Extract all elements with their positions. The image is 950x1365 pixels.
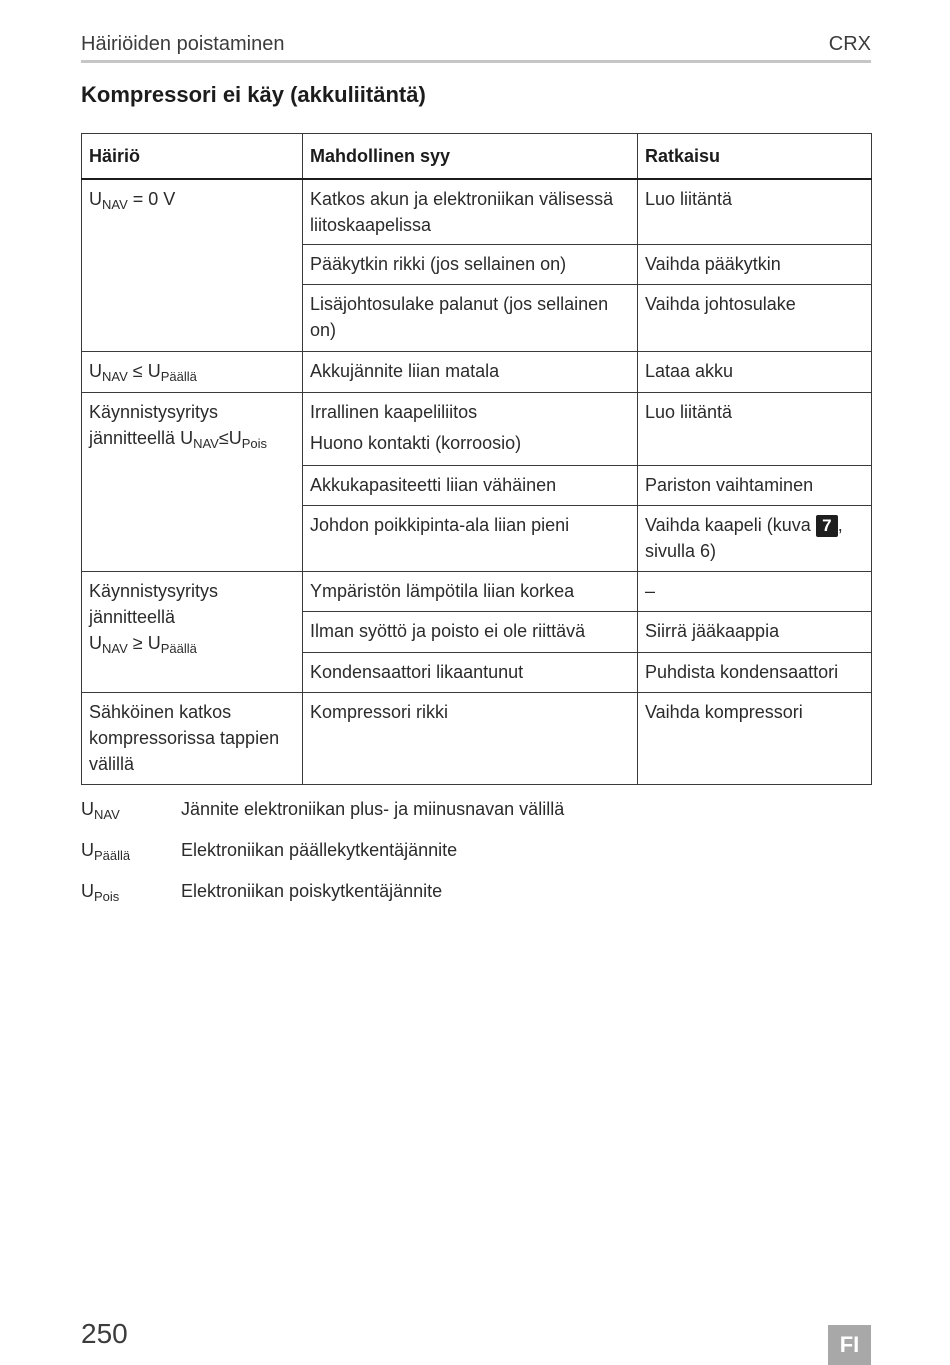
fault-cell [82, 352, 303, 393]
voltage-subscript: NAV [102, 641, 128, 656]
table-row [82, 179, 872, 245]
table-row [82, 693, 872, 785]
solution-text: , sivulla 6) [645, 515, 843, 561]
cause-cell: Akkukapasiteetti liian vähäinen [303, 466, 638, 506]
solution-text: Vaihda kaapeli (kuva [645, 515, 811, 535]
cause-line: Huono kontakti (korroosio) [310, 433, 522, 453]
solution-cell: Vaihda pääkytkin [638, 245, 872, 285]
legend-symbol [81, 837, 130, 863]
solution-cell: Lataa akku [638, 352, 872, 393]
cause-cell [303, 393, 638, 466]
legend-description: Elektroniikan poiskytkentäjännite [181, 881, 443, 901]
cause-cell: Kondensaattori likaantunut [303, 653, 638, 693]
voltage-symbol: U [89, 633, 102, 653]
solution-cell: Vaihda kompressori [638, 693, 872, 785]
voltage-subscript: Pois [241, 436, 268, 451]
table-header-row [82, 134, 872, 179]
voltage-subscript: Päällä [160, 641, 197, 656]
voltage-subscript: NAV [102, 196, 128, 212]
fault-formula [180, 428, 268, 451]
cause-cell: Johdon poikkipinta-ala liian pieni [303, 506, 638, 572]
cause-cell: Kompressori rikki [303, 693, 638, 785]
fault-formula [89, 188, 176, 212]
voltage-symbol: U [147, 633, 161, 653]
solution-cell: Siirrä jääkaappia [638, 612, 872, 653]
legend-item [81, 878, 871, 919]
language-tab: FI [828, 1325, 871, 1365]
comparison-operator: ≤ [218, 428, 229, 448]
voltage-symbol: U [81, 881, 94, 901]
voltage-symbol: U [89, 361, 102, 381]
voltage-subscript: NAV [193, 436, 219, 451]
voltage-symbol: U [228, 428, 242, 448]
table-row [82, 393, 872, 466]
table-row [82, 572, 872, 612]
voltage-subscript: Päällä [160, 369, 197, 384]
legend-description: Jännite elektroniikan plus- ja miinusnavan välillä [181, 799, 565, 819]
solution-cell: Luo liitäntä [638, 393, 872, 466]
solution-cell: Pariston vaihtaminen [638, 466, 872, 506]
legend-item [81, 837, 871, 878]
page-number: 250 [81, 1318, 128, 1349]
voltage-subscript: NAV [102, 369, 128, 384]
legend-symbol [81, 878, 119, 904]
column-header-cause: Mahdollinen syy [303, 134, 638, 179]
voltage-subscript: Päällä [94, 848, 131, 863]
column-header-fault: Häiriö [82, 134, 303, 179]
solution-cell: – [638, 572, 872, 612]
comparison-operator: ≥ [132, 633, 143, 653]
page-title: Kompressori ei käy (akkuliitäntä) [81, 82, 426, 107]
column-header-solution: Ratkaisu [638, 134, 872, 179]
section-name: Häiriöiden poistaminen [81, 33, 285, 55]
legend-symbol [81, 796, 120, 822]
voltage-condition: = 0 V [132, 188, 176, 209]
fault-formula [89, 630, 295, 656]
fault-cell [82, 179, 303, 352]
voltage-subscript: NAV [94, 807, 120, 822]
voltage-symbol: U [147, 361, 161, 381]
cause-cell: Pääkytkin rikki (jos sellainen on) [303, 245, 638, 285]
solution-cell: Luo liitäntä [638, 179, 872, 245]
symbol-legend [81, 796, 871, 919]
cause-cell: Lisäjohtosulake palanut (jos sellainen on) [303, 285, 638, 352]
fault-text: Käynnistysyritys jännitteellä [89, 581, 219, 627]
comparison-operator: ≤ [132, 361, 143, 381]
table-row [82, 352, 872, 393]
solution-cell: Vaihda johtosulake [638, 285, 872, 352]
cause-line: Irrallinen kaapeliliitos [310, 402, 478, 422]
legend-description: Elektroniikan päällekytkentäjännite [181, 840, 458, 860]
header-divider [81, 60, 871, 63]
cause-cell: Ympäristön lämpötila liian korkea [303, 572, 638, 612]
fault-text: Käynnistysyritys jännitteellä [89, 402, 219, 448]
cause-cell: Ilman syöttö ja poisto ei ole riittävä [303, 612, 638, 653]
voltage-symbol: U [180, 428, 194, 448]
fault-formula [89, 361, 197, 384]
running-header [81, 32, 871, 56]
figure-reference-badge: 7 [816, 515, 838, 537]
voltage-symbol: U [89, 188, 102, 209]
product-name: CRX [828, 33, 871, 55]
voltage-symbol: U [81, 840, 94, 860]
legend-item [81, 796, 871, 837]
voltage-subscript: Pois [94, 889, 120, 904]
fault-cell [82, 572, 303, 693]
voltage-symbol: U [81, 799, 94, 819]
fault-cell: Sähköinen katkos kompressorissa tappien välillä [82, 693, 303, 785]
troubleshooting-table [81, 133, 872, 785]
solution-cell [638, 506, 872, 572]
cause-cell: Akkujännite liian matala [303, 352, 638, 393]
cause-cell: Katkos akun ja elektroniikan välisessä liitoskaapelissa [303, 179, 638, 245]
solution-cell: Puhdista kondensaattori [638, 653, 872, 693]
fault-cell [82, 393, 303, 572]
